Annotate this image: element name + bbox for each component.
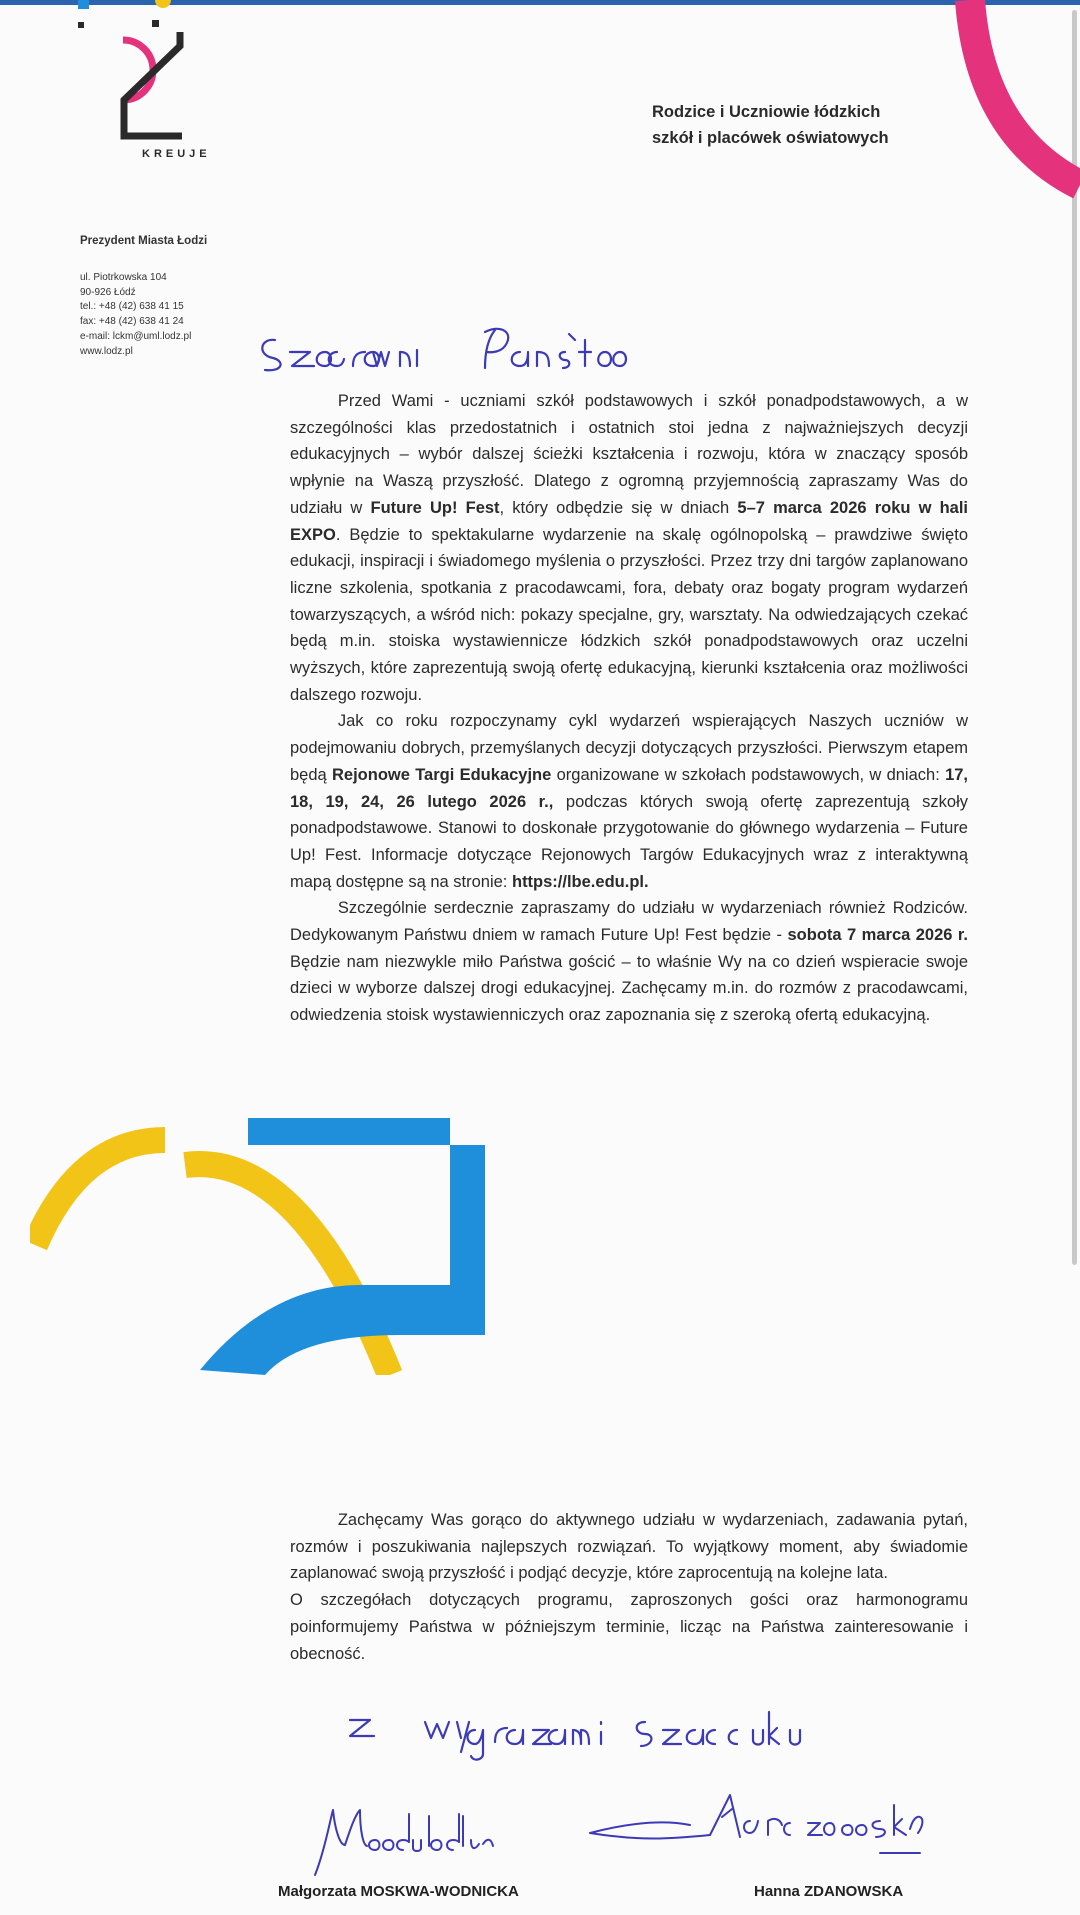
logo-caption: KREUJE (142, 148, 211, 160)
recipient-line: szkół i placówek oświatowych (652, 129, 889, 147)
signature-right (580, 1785, 1020, 1875)
paragraph: Przed Wami - uczniami szkół podstawowych i szkół ponadpodstawowych, a w szczególności klas przedostatnich i ostatnich stoi jedna z najważniejszych decyzji edukacyjnych – wybór dalszej ścieżki kształcenia i rozwoju, która w znaczący sposób wpłynie na Waszą przyszłość. Dlatego z ogromną przyjemnością zapraszamy Was do udziału w Future Up! Fest, który odbędzie się w dniach 5–7 marca 2026 roku w hali EXPO. Będzie to spektakularne wydarzenie na skalę ogólnopolską – prawdziwe święto edukacji, inspiracji i świadomego myślenia o przyszłości. Przez trzy dni targów zaplanowano liczne szkolenia, spotkania z pracodawcami, fora, debaty oraz bogaty program wydarzeń towarzyszących, a wśród nich: pokazy specjalne, gry, warsztaty. Na odwiedzających czekać będą m.in. stoiska wystawiennicze łódzkich szkół ponadpodstawowych oraz uczelni wyższych, które zaprezentują swoją ofertę edukacyjną, kierunki kształcenia oraz możliwości dalszego rozwoju. (290, 392, 969, 704)
city-logo (70, 0, 240, 170)
paragraph: O szczegółach dotyczących programu, zaproszonych gości oraz harmonogramu poinformujemy Państwa w późniejszym terminie, licząc na Państwa zainteresowanie i obecność. (290, 1591, 968, 1663)
sender-title: Prezydent Miasta Łodzi (80, 235, 208, 247)
recipient-line: Rodzice i Uczniowie łódzkich (652, 103, 881, 121)
recipient-block (652, 99, 982, 151)
address-line: ul. Piotrkowska 104 (80, 272, 167, 283)
parents-day: sobota 7 marca 2026 r. (787, 926, 969, 945)
address-line: fax: +48 (42) 638 41 24 (80, 316, 184, 328)
letter-body (290, 388, 968, 1029)
fair-name: Rejonowe Targi Edukacyjne (332, 765, 552, 784)
address-line: e-mail: lckm@uml.lodz.pl (80, 330, 192, 342)
event-dates: 5–7 marca 2026 roku w hali EXPO (290, 498, 969, 544)
signatory-name-left: Małgorzata MOSKWA-WODNICKA (278, 1883, 519, 1900)
sender-address (80, 271, 191, 359)
closing-text (290, 1507, 968, 1667)
fair-dates: 17, 18, 19, 24, 26 lutego 2026 r., (290, 765, 968, 811)
decorative-graphic (30, 1110, 530, 1375)
handwritten-closing (345, 1672, 1025, 1762)
website-link[interactable]: https://lbe.edu.pl. (511, 872, 649, 891)
event-name: Future Up! Fest (370, 498, 500, 517)
signatory-name-right: Hanna ZDANOWSKA (754, 1883, 904, 1900)
address-line: tel.: +48 (42) 638 41 15 (80, 301, 184, 313)
paragraph: Jak co roku rozpoczynamy cykl wydarzeń wspierających Naszych uczniów w podejmowaniu dobrych, przemyślanych decyzji dotyczących przyszłości. Pierwszym etapem będą Rejonowe Targi Edukacyjne organizowane w szkołach podstawowych, w dniach: 17, 18, 19, 24, 26 lutego 2026 r., podczas których swoją ofertę zaprezentują szkoły ponadpodstawowe. Stanowi to doskonałe przygotowanie do głównego wydarzenia – Future Up! Fest. Informacje dotyczące Rejonowych Targów Edukacyjnych wraz z interaktywną mapą dostępne są na stronie: https://lbe.edu.pl. (290, 712, 968, 891)
address-line: www.lodz.pl (80, 345, 133, 357)
paragraph: Szczególnie serdecznie zapraszamy do udziału w wydarzeniach również Rodziców. Dedykowanym Państwu dniem w ramach Future Up! Fest będzie - sobota 7 marca 2026 r. Będzie nam niezwykle miło Państwa gościć – to właśnie Wy na co dzień wspieracie swoje dzieci w wyborze dalszej drogi edukacyjnej. Zachęcamy m.in. do rozmów z pracodawcami, odwiedzenia stoisk wystawienniczych oraz zapoznania się z szeroką ofertą edukacyjną. (290, 899, 969, 1025)
handwritten-salutation (245, 300, 805, 390)
signature-left (305, 1800, 545, 1880)
paragraph: Zachęcamy Was gorąco do aktywnego udziału w wydarzeniach, zadawania pytań, rozmów i poszukiwania najlepszych rozwiązań. To wyjątkowy moment, aby świadomie zaplanować swoją przyszłość i podjąć decyzje, które zaprocentują na kolejne lata. (290, 1511, 968, 1583)
address-line: 90-926 Łódź (80, 286, 136, 298)
